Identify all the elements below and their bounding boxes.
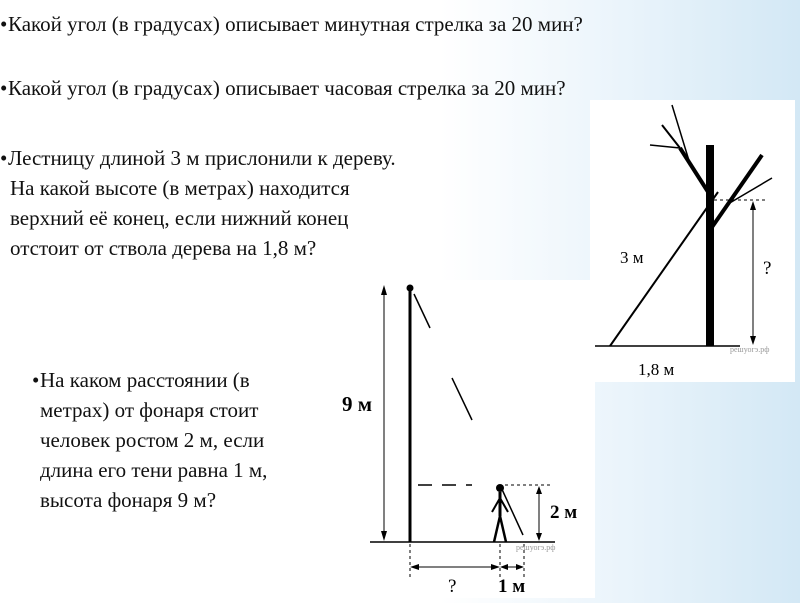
question-line: человек ростом 2 м, если xyxy=(40,428,265,452)
question-ladder xyxy=(0,143,528,263)
base-distance-label: 1,8 м xyxy=(638,360,675,379)
distance-question-label: ? xyxy=(448,576,457,597)
arrow-head xyxy=(500,564,508,570)
watermark: решуогэ.рф xyxy=(730,345,770,354)
person-figure xyxy=(492,484,508,542)
question-line: высота фонаря 9 м? xyxy=(40,488,217,512)
question-line: отстоит от ствола дерева на 1,8 м? xyxy=(10,236,317,260)
arrow-head xyxy=(536,486,542,494)
question-line: верхний её конец, если нижний конец xyxy=(10,206,349,230)
bullet: • xyxy=(0,12,8,36)
arrow-head xyxy=(410,564,419,570)
height-question-label: ? xyxy=(763,258,772,279)
shadow-length-label: 1 м xyxy=(498,576,526,597)
tree-branch xyxy=(672,105,690,164)
question-hour-hand xyxy=(0,73,566,103)
question-line: длина его тени равна 1 м, xyxy=(40,458,268,482)
arrow-head xyxy=(750,201,756,210)
arrow-head xyxy=(516,564,524,570)
arrow-head xyxy=(491,564,500,570)
question-minute-hand xyxy=(0,9,583,39)
lamp-bulb xyxy=(407,285,414,292)
bullet: • xyxy=(0,76,8,100)
arrow-head xyxy=(381,285,387,295)
arrow-head xyxy=(750,336,756,345)
question-lamp xyxy=(32,365,340,515)
person-height-label: 2 м xyxy=(550,502,578,523)
tree-ladder-figure xyxy=(590,100,795,382)
light-ray xyxy=(452,378,472,420)
tree-branch xyxy=(650,145,680,148)
tree-branch xyxy=(680,148,710,195)
bullet: • xyxy=(0,146,8,170)
lamp-height-label: 9 м xyxy=(342,392,373,416)
question-line: Лестницу длиной 3 м прислонили к дереву. xyxy=(8,146,396,170)
question-text: Какой угол (в градусах) описывает минутная стрелка за 20 мин? xyxy=(8,12,583,36)
arrow-head xyxy=(536,533,542,541)
arrow-head xyxy=(381,531,387,541)
lamp-person-diagram xyxy=(340,280,595,598)
ladder-length-label: 3 м xyxy=(620,248,644,267)
lamp-person-figure xyxy=(340,280,595,598)
question-text: Какой угол (в градусах) описывает часовая стрелка за 20 мин? xyxy=(8,76,566,100)
bullet: • xyxy=(32,368,40,392)
question-line: На каком расстоянии (в xyxy=(40,368,250,392)
question-line: На какой высоте (в метрах) находится xyxy=(10,176,350,200)
ladder xyxy=(610,192,718,346)
tree-ladder-diagram xyxy=(590,100,795,382)
tree-branch xyxy=(662,125,680,148)
light-ray xyxy=(414,294,430,328)
watermark: решуогэ.рф xyxy=(516,543,556,552)
question-line: метрах) от фонаря стоит xyxy=(40,398,259,422)
